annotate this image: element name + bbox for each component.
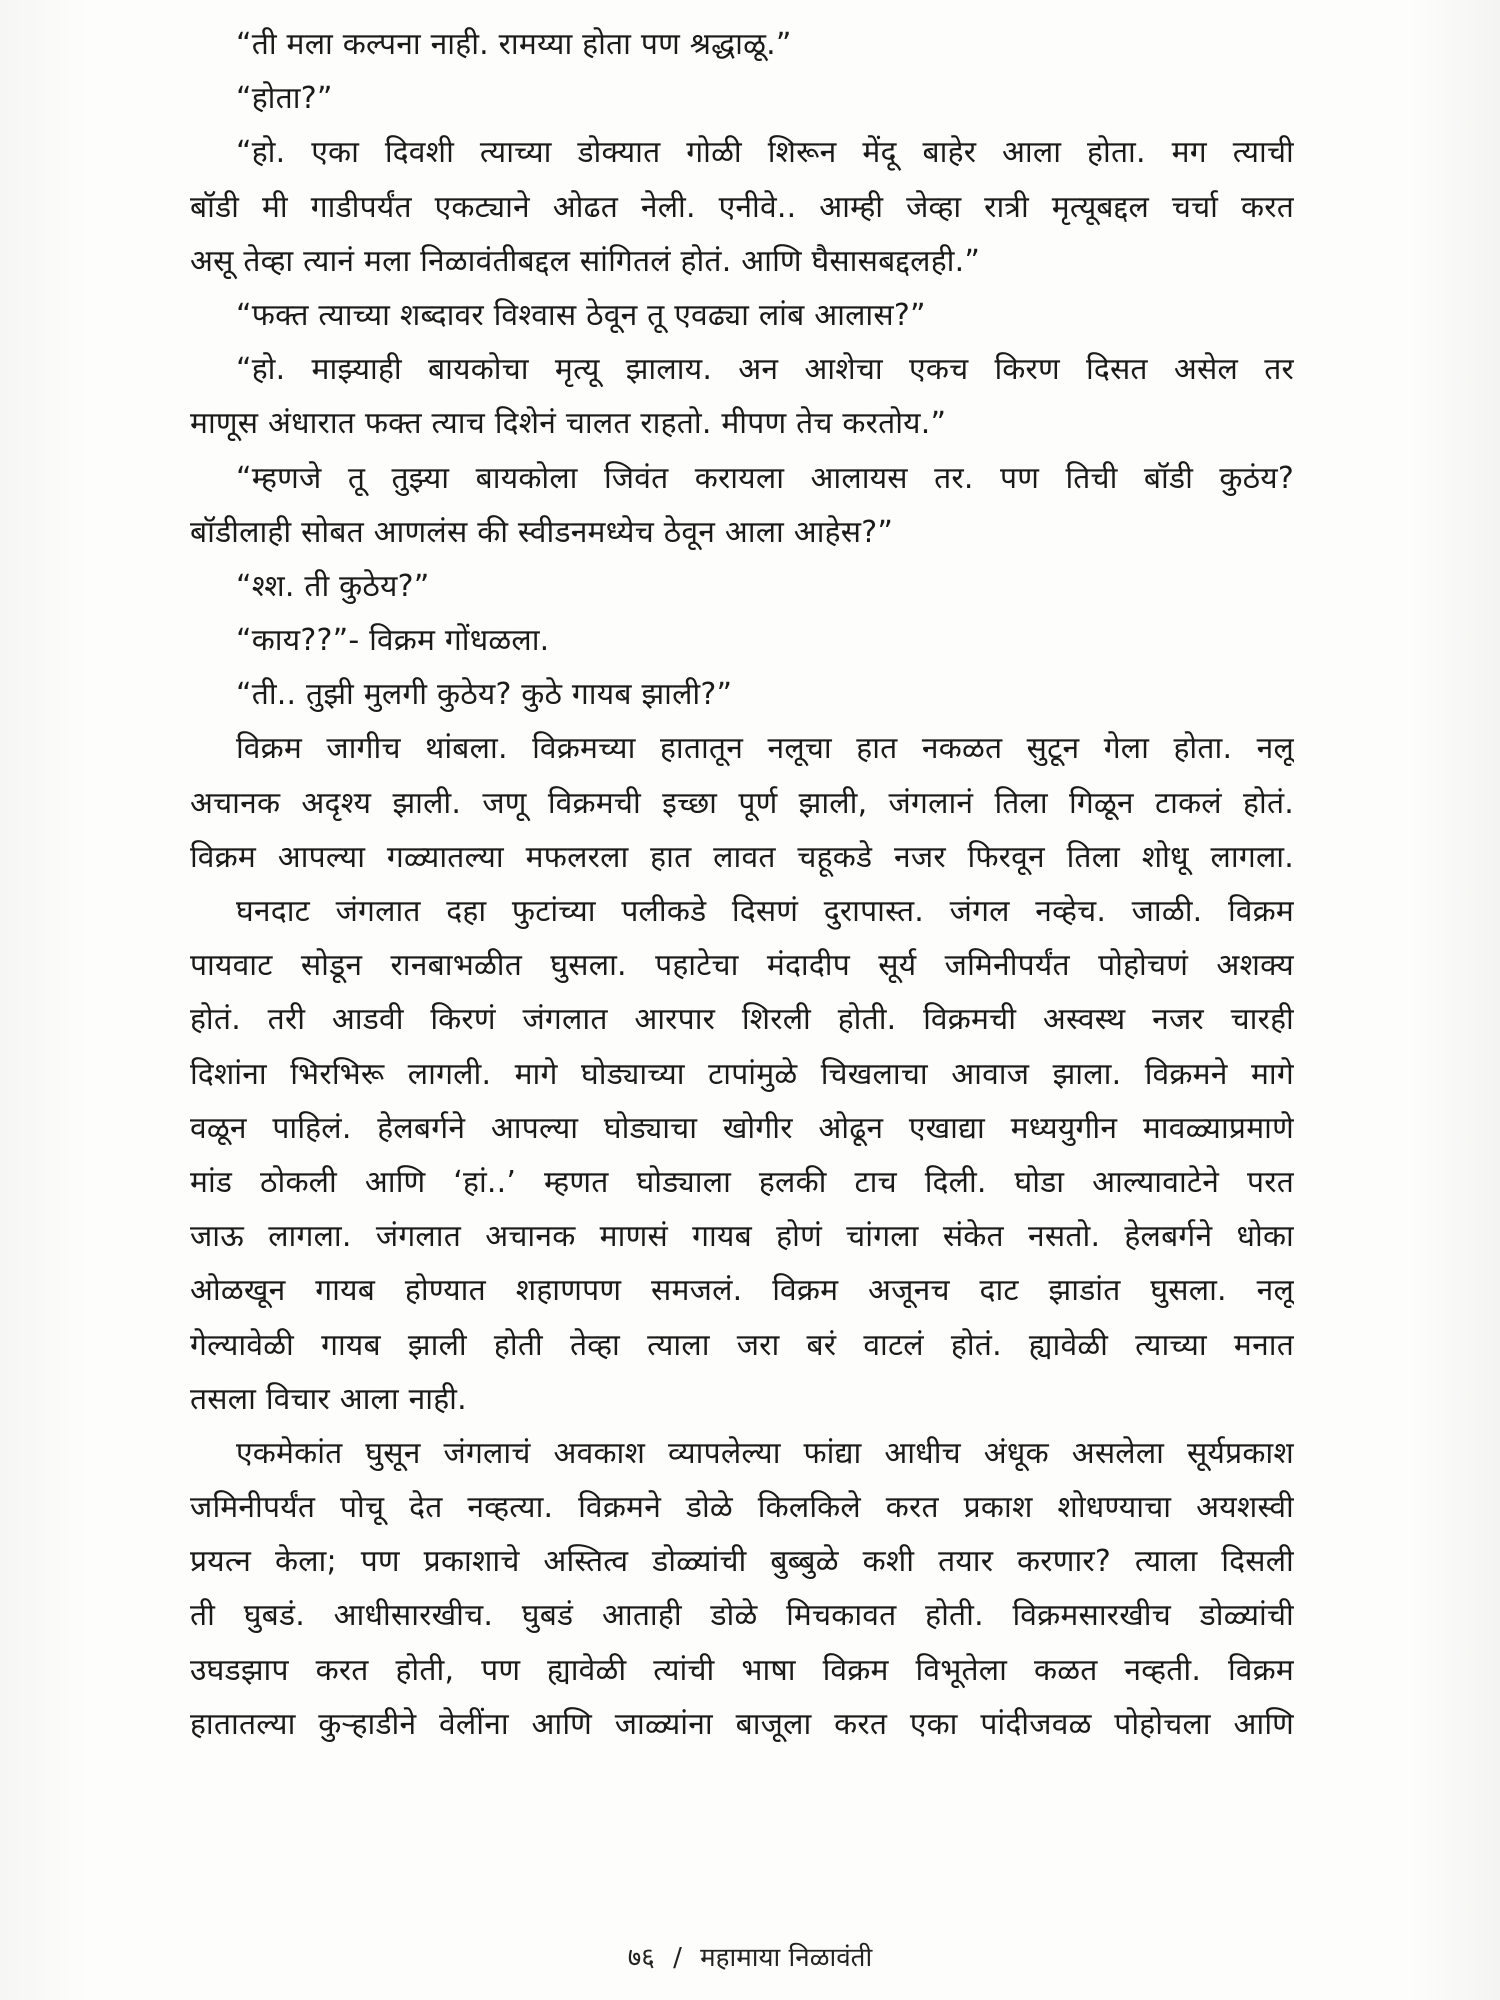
text-line: उघडझाप करत होती, पण ह्यावेळी त्यांची भाषा विक्रम विभूतेला कळत नव्हती. विक्रम xyxy=(190,1652,1294,1688)
text-line: “काय??”- विक्रम गोंधळला. xyxy=(236,623,550,659)
text-line: वळून पाहिलं. हेलबर्गने आपल्या घोड्याचा खोगीर ओढून एखाद्या मध्ययुगीन मावळ्याप्रमाणे xyxy=(190,1110,1294,1146)
text-line: माणूस अंधारात फक्त त्याच दिशेनं चालत राहतो. मीपण तेच करतोय.” xyxy=(190,406,947,442)
text-line: जमिनीपर्यंत पोचू देत नव्हत्या. विक्रमने डोळे किलकिले करत प्रकाश शोधण्याचा अयशस्वी xyxy=(190,1490,1294,1526)
text-line: प्रयत्न केला; पण प्रकाशाचे अस्तित्व डोळ्यांची बुब्बुळे कशी तयार करणार? त्याला दिसली xyxy=(190,1544,1294,1580)
text-line: विक्रम आपल्या गळ्यातल्या मफलरला हात लावत चहूकडे नजर फिरवून तिला शोधू लागला. xyxy=(190,839,1294,875)
text-line: “ती मला कल्पना नाही. रामय्या होता पण श्रद्धाळू.” xyxy=(236,27,792,62)
text-line: बॉडीलाही सोबत आणलंस की स्वीडनमध्येच ठेवून आला आहेस?” xyxy=(190,514,894,550)
text-line: “होता?” xyxy=(236,81,333,117)
text-line: असू तेव्हा त्यानं मला निळावंतीबद्दल सांगितलं होतं. आणि घैसासबद्दलही.” xyxy=(190,243,981,279)
text-line: तसला विचार आला नाही. xyxy=(190,1381,467,1417)
text-line: विक्रम जागीच थांबला. विक्रमच्या हातातून नलूचा हात नकळत सुटून गेला होता. नलू xyxy=(236,731,1294,767)
text-line: गेल्यावेळी गायब झाली होती तेव्हा त्याला जरा बरं वाटलं होतं. ह्यावेळी त्याच्या मनात xyxy=(190,1327,1294,1363)
text-line: अचानक अदृश्य झाली. जणू विक्रमची इच्छा पूर्ण झाली, जंगलानं तिला गिळून टाकलं होतं. xyxy=(190,785,1294,821)
text-line: एकमेकांत घुसून जंगलाचं अवकाश व्यापलेल्या फांद्या आधीच अंधूक असलेला सूर्यप्रकाश xyxy=(236,1435,1294,1471)
book-title: महामाया निळावंती xyxy=(700,1943,873,1973)
text-line: “म्हणजे तू तुझ्या बायकोला जिवंत करायला आलायस तर. पण तिची बॉडी कुठंय? xyxy=(236,460,1294,496)
text-line: “फक्त त्याच्या शब्दावर विश्वास ठेवून तू एवढ्या लांब आलास?” xyxy=(236,297,926,333)
text-line: दिशांना भिरभिरू लागली. मागे घोड्याच्या टापांमुळे चिखलाचा आवाज झाला. विक्रमने मागे xyxy=(190,1056,1294,1092)
text-line: होतं. तरी आडवी किरणं जंगलात आरपार शिरली होती. विक्रमची अस्वस्थ नजर चारही xyxy=(190,1002,1294,1038)
text-line: “हो. माझ्याही बायकोचा मृत्यू झालाय. अन आशेचा एकच किरण दिसत असेल तर xyxy=(236,352,1294,388)
text-line: “श्श. ती कुठेय?” xyxy=(236,568,430,604)
text-line: जाऊ लागला. जंगलात अचानक माणसं गायब होणं चांगला संकेत नसतो. हेलबर्गने धोका xyxy=(190,1219,1294,1255)
page-number: ७६ xyxy=(627,1943,655,1973)
body-text xyxy=(190,18,1294,1752)
text-line: हातातल्या कुऱ्हाडीने वेलींना आणि जाळ्यांना बाजूला करत एका पांदीजवळ पोहोचला आणि xyxy=(190,1706,1294,1742)
text-line: मांड ठोकली आणि ‘हां..’ म्हणत घोड्याला हलकी टाच दिली. घोडा आल्यावाटेने परत xyxy=(190,1164,1294,1200)
page-footer xyxy=(0,1938,1500,1974)
text-line: पायवाट सोडून रानबाभळीत घुसला. पहाटेचा मंदादीप सूर्य जमिनीपर्यंत पोहोचणं अशक्य xyxy=(190,948,1294,984)
footer-separator: / xyxy=(673,1943,682,1973)
text-line: “ती.. तुझी मुलगी कुठेय? कुठे गायब झाली?” xyxy=(236,677,733,713)
text-line: बॉडी मी गाडीपर्यंत एकट्याने ओढत नेली. एनीवे.. आम्ही जेव्हा रात्री मृत्यूबद्दल चर्चा करत xyxy=(190,189,1294,225)
text-line: “हो. एका दिवशी त्याच्या डोक्यात गोळी शिरून मेंदू बाहेर आला होता. मग त्याची xyxy=(236,135,1294,171)
text-line: ओळखून गायब होण्यात शहाणपण समजलं. विक्रम अजूनच दाट झाडांत घुसला. नलू xyxy=(190,1273,1294,1309)
text-line: ती घुबडं. आधीसारखीच. घुबडं आताही डोळे मिचकावत होती. विक्रमसारखीच डोळ्यांची xyxy=(190,1598,1294,1634)
text-line: घनदाट जंगलात दहा फुटांच्या पलीकडे दिसणं दुरापास्त. जंगल नव्हेच. जाळी. विक्रम xyxy=(236,894,1294,929)
